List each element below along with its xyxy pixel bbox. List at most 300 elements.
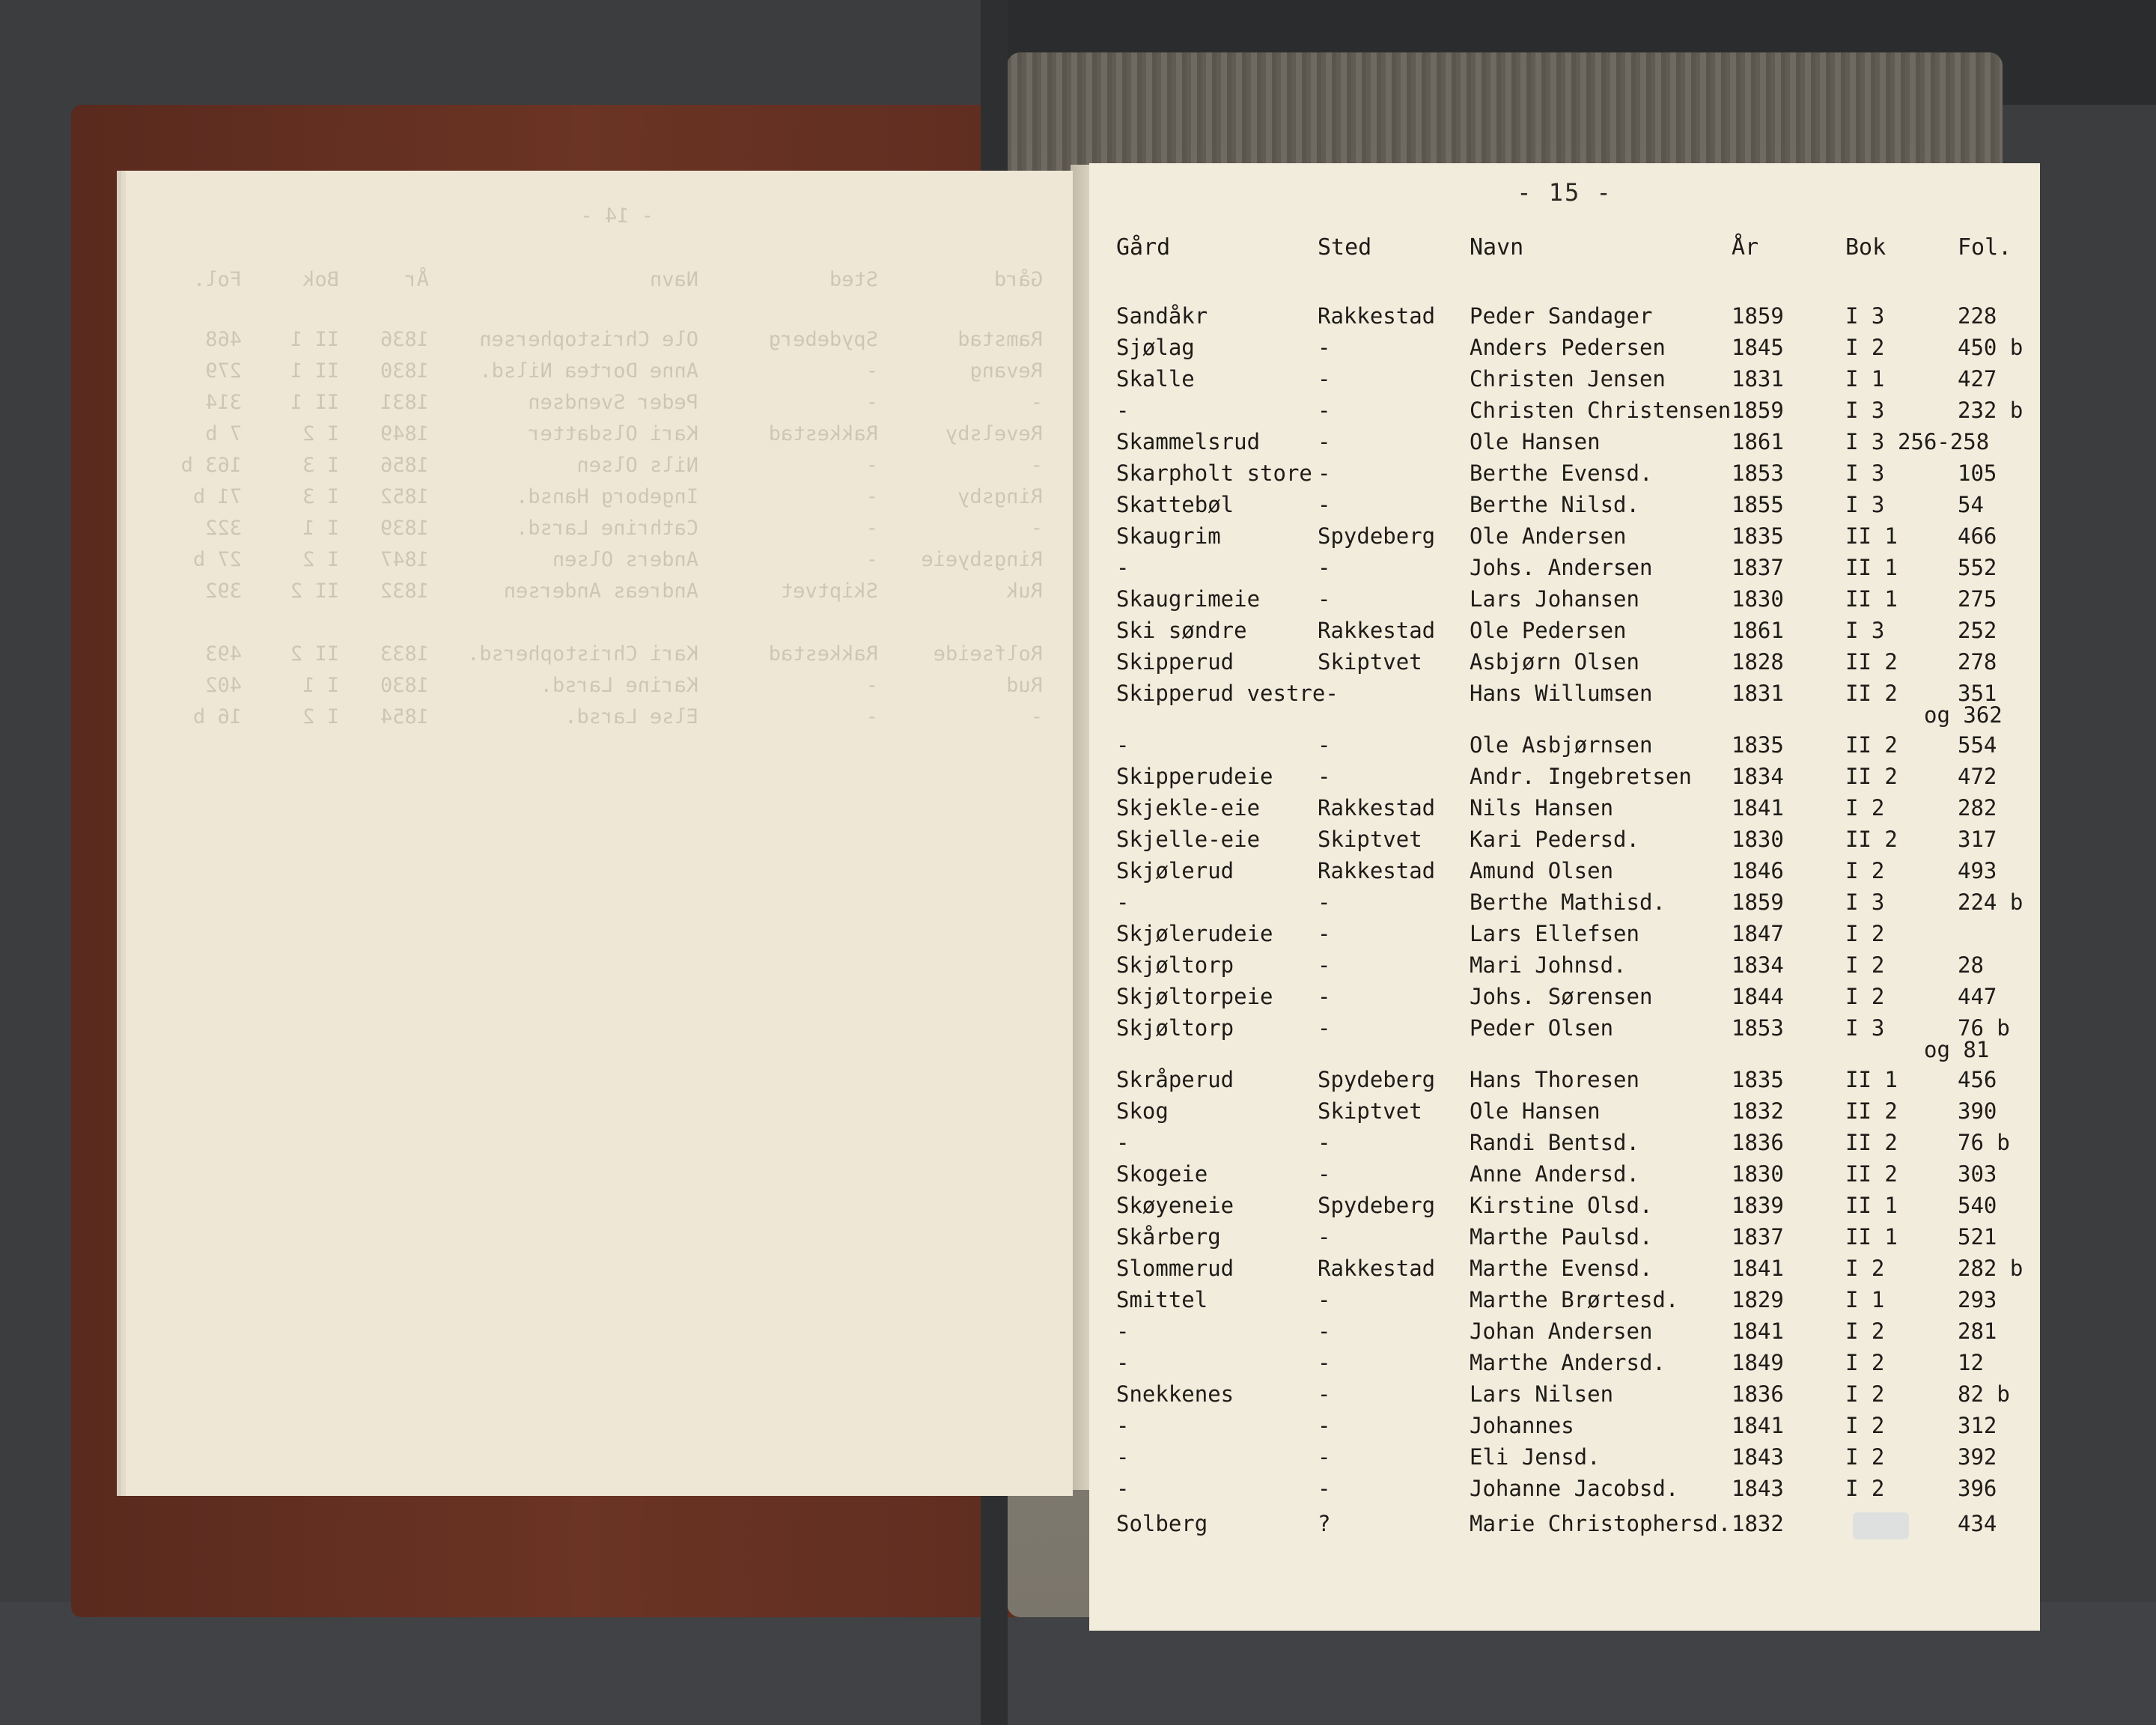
table-cell: Revelsby: [945, 422, 1043, 445]
table-cell: I 2: [1845, 858, 1885, 883]
table-cell: I 2: [302, 548, 339, 571]
table-cell: Marie Christophersd.: [1470, 1511, 1732, 1536]
table-cell: -: [1318, 1381, 1331, 1407]
table-cell: I 2: [1845, 921, 1885, 946]
table-cell: Hans Willumsen: [1470, 681, 1653, 706]
table-cell: 1859: [1732, 889, 1784, 915]
table-cell: I 3: [1845, 889, 1885, 915]
table-row: [1089, 1511, 2040, 1541]
table-cell: Snekkenes: [1116, 1381, 1234, 1407]
table-cell: 1832: [1732, 1098, 1784, 1124]
table-row: [1089, 1350, 2040, 1380]
table-cell: -: [1318, 555, 1331, 580]
table-cell: -: [1318, 984, 1331, 1009]
table-cell: -: [1318, 1350, 1331, 1375]
table-cell: Skiptvet: [1318, 827, 1422, 852]
table-cell: Rakkestad: [1318, 795, 1436, 821]
table-cell: 1856: [380, 454, 429, 477]
table-cell: 1843: [1732, 1444, 1784, 1470]
table-cell: -: [1318, 1413, 1331, 1438]
table-cell: I 2: [1845, 795, 1885, 821]
table-cell: 1830: [1732, 586, 1784, 612]
table-cell: Skattebøl: [1116, 492, 1234, 517]
table-cell: Skøyeneie: [1116, 1193, 1234, 1218]
table-cell: Spydeberg: [1318, 1193, 1436, 1218]
table-cell: Ingeborg Hansd.: [516, 485, 698, 508]
table-cell: 1831: [1732, 366, 1784, 392]
table-row: [1089, 1067, 2040, 1097]
table-cell: II 2: [290, 579, 339, 603]
table-cell: II 1: [290, 328, 339, 351]
table-cell: -: [1318, 1318, 1331, 1344]
table-cell: -: [1318, 764, 1331, 789]
table-cell: Ramstad: [957, 328, 1043, 351]
table-cell: Ringsbyeie: [921, 548, 1043, 571]
left-header-fol: Fol.: [192, 268, 242, 291]
table-cell: Kari Olsdatter: [528, 422, 698, 445]
table-cell: 1836: [380, 328, 429, 351]
table-cell: I 2: [302, 422, 339, 445]
header-sted: Sted: [1318, 234, 1372, 261]
left-header-bok: Bok: [302, 268, 339, 291]
table-cell: 1841: [1732, 1318, 1784, 1344]
table-cell: 303: [1958, 1161, 1997, 1187]
left-row: [126, 579, 1073, 605]
table-cell: 232 b: [1958, 398, 2023, 423]
table-cell: -: [1318, 366, 1331, 392]
table-cell: Randi Bentsd.: [1470, 1130, 1639, 1155]
table-row: [1089, 984, 2040, 1014]
table-cell: II 2: [1845, 732, 1898, 758]
table-cell: -: [865, 391, 878, 414]
table-cell: 293: [1958, 1287, 1997, 1312]
table-cell: Johannes: [1470, 1413, 1574, 1438]
table-cell: Sjølag: [1116, 335, 1195, 360]
table-cell: Smittel: [1116, 1287, 1208, 1312]
table-cell: Lars Ellefsen: [1470, 921, 1639, 946]
table-cell: 12: [1958, 1350, 1984, 1375]
page-number: - 15 -: [1517, 178, 1613, 207]
table-cell: Kari Pedersd.: [1470, 827, 1639, 852]
table-cell: Ole Asbjørnsen: [1470, 732, 1653, 758]
note-og-362: og 362: [1924, 702, 2003, 728]
table-cell: 1831: [1732, 681, 1784, 706]
table-cell: Karine Larsd.: [540, 674, 698, 697]
table-cell: -: [1318, 1444, 1331, 1470]
table-cell: 1853: [1732, 1015, 1784, 1041]
table-cell: Berthe Nilsd.: [1470, 492, 1639, 517]
table-cell: Rakkestad: [1318, 1256, 1436, 1281]
table-cell: 1849: [1732, 1350, 1784, 1375]
table-cell: 1833: [380, 642, 429, 666]
left-row: [126, 642, 1073, 668]
table-cell: Anders Pedersen: [1470, 335, 1666, 360]
table-row: [1089, 921, 2040, 951]
table-cell: 314: [205, 391, 242, 414]
table-cell: 540: [1958, 1193, 1997, 1218]
left-page-number-text: - 14 -: [580, 204, 654, 228]
left-header-row: [126, 268, 1073, 293]
left-row: [126, 391, 1073, 416]
table-cell: 1845: [1732, 335, 1784, 360]
table-cell: -: [1116, 732, 1130, 758]
table-cell: -: [865, 454, 878, 477]
table-row: [1089, 764, 2040, 794]
table-cell: 1830: [380, 359, 429, 383]
table-cell: Marthe Evensd.: [1470, 1256, 1653, 1281]
table-cell: Anne Andersd.: [1470, 1161, 1639, 1187]
table-cell: 1835: [1732, 523, 1784, 549]
table-cell: -: [1318, 921, 1331, 946]
table-cell: Rakkestad: [1318, 618, 1436, 643]
table-cell: -: [1318, 952, 1331, 978]
table-cell: I 3: [1845, 303, 1885, 329]
table-cell: II 1: [1845, 555, 1898, 580]
table-cell: I 3: [1845, 618, 1885, 643]
table-cell: Skipperud: [1116, 649, 1234, 675]
table-cell: Christen Jensen: [1470, 366, 1666, 392]
table-cell: 322: [205, 517, 242, 540]
table-cell: II 1: [1845, 1067, 1898, 1092]
table-cell: 493: [205, 642, 242, 666]
left-header-navn: Navn: [649, 268, 698, 291]
table-cell: Marthe Paulsd.: [1470, 1224, 1653, 1250]
table-cell: Skalle: [1116, 366, 1195, 392]
table-cell: Rakkestad: [1318, 858, 1436, 883]
table-cell: 390: [1958, 1098, 1997, 1124]
table-cell: I 3: [302, 485, 339, 508]
table-cell: -: [1318, 1224, 1331, 1250]
table-cell: Skjølerud: [1116, 858, 1234, 883]
table-cell: 1834: [1732, 952, 1784, 978]
table-cell: Rakkestad: [768, 422, 878, 445]
table-row: [1089, 492, 2040, 522]
table-cell: Amund Olsen: [1470, 858, 1614, 883]
table-cell: 281: [1958, 1318, 1997, 1344]
table-row: [1089, 366, 2040, 396]
table-cell: Skiptvet: [1318, 1098, 1422, 1124]
table-cell: 105: [1958, 460, 1997, 486]
table-cell: Skjølerudeie: [1116, 921, 1273, 946]
table-cell: Ringsby: [957, 485, 1043, 508]
table-cell: I 2: [1845, 335, 1885, 360]
table-row: [1089, 732, 2040, 762]
table-cell: -: [1116, 1444, 1130, 1470]
table-row: [1089, 586, 2040, 616]
table-cell: -: [1116, 555, 1130, 580]
table-cell: Kari Christophersd.: [467, 642, 698, 666]
table-cell: 1832: [380, 579, 429, 603]
table-cell: 28: [1958, 952, 1984, 978]
note-og-81: og 81: [1924, 1037, 1990, 1062]
table-cell: 252: [1958, 618, 1997, 643]
table-cell: Spydeberg: [768, 328, 878, 351]
table-row: [1089, 429, 2040, 459]
table-cell: 1859: [1732, 398, 1784, 423]
table-cell: 275: [1958, 586, 1997, 612]
table-row: [1089, 618, 2040, 648]
table-cell: II 2: [1845, 681, 1898, 706]
table-cell: 456: [1958, 1067, 1997, 1092]
table-cell: I 3: [1845, 398, 1885, 423]
table-cell: 1853: [1732, 460, 1784, 486]
table-cell: -: [865, 674, 878, 697]
table-cell: Sandåkr: [1116, 303, 1208, 329]
table-row: [1089, 460, 2040, 490]
table-cell: Skaugrim: [1116, 523, 1221, 549]
table-cell: I 2: [1845, 1476, 1885, 1501]
table-cell: I 3: [1845, 492, 1885, 517]
table-row: [1089, 303, 2040, 333]
table-cell: Skarpholt store: [1116, 460, 1312, 486]
left-header-gard: Gård: [993, 268, 1043, 291]
table-cell: 1831: [380, 391, 429, 414]
table-cell: 1841: [1732, 1256, 1784, 1281]
table-cell: I 2: [1845, 1318, 1885, 1344]
table-row: [1089, 827, 2040, 857]
table-cell: ?: [1318, 1511, 1331, 1536]
table-cell: Johanne Jacobsd.: [1470, 1476, 1679, 1501]
left-row: [126, 454, 1073, 479]
table-cell: 450 b: [1958, 335, 2023, 360]
table-cell: 76 b: [1958, 1130, 2010, 1155]
table-cell: -: [1318, 586, 1331, 612]
table-cell: Hans Thoresen: [1470, 1067, 1639, 1092]
left-row: [126, 548, 1073, 574]
table-row: [1089, 398, 2040, 428]
table-cell: 1836: [1732, 1130, 1784, 1155]
table-cell: Nils Hansen: [1470, 795, 1614, 821]
left-row: [126, 517, 1073, 542]
table-cell: Skjelle-eie: [1116, 827, 1261, 852]
table-cell: Marthe Andersd.: [1470, 1350, 1666, 1375]
table-cell: 1829: [1732, 1287, 1784, 1312]
table-cell: Rakkestad: [768, 642, 878, 666]
table-cell: I 2: [1845, 1256, 1885, 1281]
table-cell: I 3: [302, 454, 339, 477]
table-cell: -: [1116, 1318, 1130, 1344]
table-cell: -: [1318, 1015, 1331, 1041]
table-cell: 552: [1958, 555, 1997, 580]
table-cell: 472: [1958, 764, 1997, 789]
table-cell: Ole Hansen: [1470, 429, 1601, 454]
table-cell: II 1: [1845, 1224, 1898, 1250]
table-cell: II 1: [1845, 1193, 1898, 1218]
table-cell: Johs. Sørensen: [1470, 984, 1653, 1009]
table-cell: Skog: [1116, 1098, 1169, 1124]
table-cell: II 1: [1845, 586, 1898, 612]
table-cell: 1830: [1732, 1161, 1784, 1187]
table-cell: 256-258: [1898, 429, 1990, 454]
table-cell: Mari Johnsd.: [1470, 952, 1627, 978]
table-row: [1089, 952, 2040, 982]
left-row: [126, 328, 1073, 353]
table-cell: -: [1116, 1130, 1130, 1155]
table-cell: Skjøltorp: [1116, 1015, 1234, 1041]
table-cell: Skiptvet: [1318, 649, 1422, 675]
table-cell: -: [1116, 1476, 1130, 1501]
table-cell: 1844: [1732, 984, 1784, 1009]
table-cell: 468: [205, 328, 242, 351]
table-row: [1089, 1224, 2040, 1254]
header-fol: Fol.: [1958, 234, 2012, 261]
table-cell: I 2: [1845, 1444, 1885, 1470]
table-cell: -: [1116, 1413, 1130, 1438]
table-cell: II 1: [290, 391, 339, 414]
table-cell: II 2: [1845, 1130, 1898, 1155]
table-cell: Kirstine Olsd.: [1470, 1193, 1653, 1218]
table-row: [1089, 1130, 2040, 1160]
table-cell: I 1: [1845, 366, 1885, 392]
table-row: [1089, 858, 2040, 888]
left-row: [126, 705, 1073, 731]
table-cell: Rud: [1006, 674, 1043, 697]
table-cell: I 2: [1845, 1350, 1885, 1375]
table-cell: 1849: [380, 422, 429, 445]
table-cell: 1837: [1732, 555, 1784, 580]
table-cell: 1837: [1732, 1224, 1784, 1250]
table-cell: Johs. Andersen: [1470, 555, 1653, 580]
table-cell: 1834: [1732, 764, 1784, 789]
table-cell: 282: [1958, 795, 1997, 821]
table-cell: 1828: [1732, 649, 1784, 675]
table-cell: -: [1116, 1350, 1130, 1375]
table-cell: 7 b: [205, 422, 242, 445]
table-cell: I 3: [1845, 429, 1885, 454]
table-cell: Skipperud vestre-: [1116, 681, 1339, 706]
table-cell: 396: [1958, 1476, 1997, 1501]
table-cell: Ole Hansen: [1470, 1098, 1601, 1124]
table-row: [1089, 795, 2040, 825]
table-cell: 282 b: [1958, 1256, 2023, 1281]
table-cell: 1841: [1732, 1413, 1784, 1438]
table-cell: -: [1116, 398, 1130, 423]
table-row: [1089, 889, 2040, 919]
table-cell: Nils Olsen: [576, 454, 698, 477]
table-cell: -: [1318, 398, 1331, 423]
table-cell: Anders Olsen: [552, 548, 698, 571]
table-cell: I 2: [1845, 952, 1885, 978]
table-cell: Skjøltorp: [1116, 952, 1234, 978]
table-cell: II 2: [1845, 1098, 1898, 1124]
header-navn: Navn: [1470, 234, 1524, 261]
table-row: [1089, 1193, 2040, 1223]
table-cell: 278: [1958, 649, 1997, 675]
table-cell: Skipperudeie: [1116, 764, 1273, 789]
left-row: [126, 485, 1073, 511]
table-cell: Spydeberg: [1318, 523, 1436, 549]
table-cell: Spydeberg: [1318, 1067, 1436, 1092]
table-cell: -: [1030, 517, 1043, 540]
table-cell: 493: [1958, 858, 1997, 883]
header-bok: Bok: [1845, 234, 1886, 261]
table-cell: -: [1318, 492, 1331, 517]
table-cell: -: [1318, 1476, 1331, 1501]
table-cell: I 2: [1845, 1381, 1885, 1407]
table-cell: 16 b: [192, 705, 242, 728]
table-cell: -: [1030, 705, 1043, 728]
table-row: [1089, 335, 2040, 365]
table-cell: 1852: [380, 485, 429, 508]
table-cell: Revang: [969, 359, 1043, 383]
table-cell: Ole Andersen: [1470, 523, 1627, 549]
table-cell: Slommerud: [1116, 1256, 1234, 1281]
table-cell: Asbjørn Olsen: [1470, 649, 1639, 675]
table-cell: II 2: [1845, 649, 1898, 675]
table-row: [1089, 681, 2040, 711]
table-cell: Andr. Ingebretsen: [1470, 764, 1692, 789]
table-cell: 351: [1958, 681, 1997, 706]
table-cell: I 3: [1845, 460, 1885, 486]
table-cell: Ski søndre: [1116, 618, 1247, 643]
left-row: [126, 359, 1073, 385]
table-cell: 228: [1958, 303, 1997, 329]
right-page: [1089, 163, 2040, 1631]
table-cell: -: [1030, 391, 1043, 414]
table-cell: I 1: [1845, 1287, 1885, 1312]
table-cell: -: [865, 705, 878, 728]
table-cell: Christen Christensen: [1470, 398, 1732, 423]
table-cell: Cathrine Larsd.: [516, 517, 698, 540]
table-cell: 1830: [380, 674, 429, 697]
table-cell: 27 b: [192, 548, 242, 571]
table-cell: Else Larsd.: [564, 705, 698, 728]
table-cell: Ole Christophersen: [479, 328, 698, 351]
table-cell: II 1: [290, 359, 339, 383]
table-cell: 76 b: [1958, 1015, 2010, 1041]
table-cell: II 1: [1845, 523, 1898, 549]
table-cell: 434: [1958, 1511, 1997, 1536]
table-cell: 521: [1958, 1224, 1997, 1250]
table-cell: Skjøltorpeie: [1116, 984, 1273, 1009]
table-cell: Skårberg: [1116, 1224, 1221, 1250]
left-page-number: [126, 204, 1073, 230]
table-cell: I 1: [302, 517, 339, 540]
left-row: [126, 674, 1073, 699]
table-cell: I 3: [1845, 1015, 1885, 1041]
table-cell: I 1: [302, 674, 339, 697]
table-cell: 71 b: [192, 485, 242, 508]
table-row: [1089, 1287, 2040, 1317]
header-gard: Gård: [1116, 234, 1171, 261]
table-cell: -: [1318, 1287, 1331, 1312]
table-row: [1089, 1318, 2040, 1348]
table-cell: -: [865, 359, 878, 383]
table-cell: -: [1318, 460, 1331, 486]
table-cell: 1861: [1732, 429, 1784, 454]
table-cell: -: [1318, 732, 1331, 758]
table-cell: 466: [1958, 523, 1997, 549]
table-cell: -: [1030, 454, 1043, 477]
table-cell: 1861: [1732, 618, 1784, 643]
table-cell: 447: [1958, 984, 1997, 1009]
table-cell: Skaugrimeie: [1116, 586, 1261, 612]
table-cell: Skiptvet: [780, 579, 878, 603]
table-cell: 1835: [1732, 1067, 1784, 1092]
table-row: [1089, 1476, 2040, 1506]
table-cell: 1830: [1732, 827, 1784, 852]
table-cell: 1854: [380, 705, 429, 728]
table-cell: Berthe Mathisd.: [1470, 889, 1666, 915]
table-row: [1089, 1098, 2040, 1128]
table-cell: 1839: [1732, 1193, 1784, 1218]
table-cell: 279: [205, 359, 242, 383]
table-cell: I 2: [1845, 984, 1885, 1009]
left-page: [126, 171, 1073, 1496]
table-cell: 224 b: [1958, 889, 2023, 915]
table-cell: -: [1318, 429, 1331, 454]
table-cell: I 2: [302, 705, 339, 728]
